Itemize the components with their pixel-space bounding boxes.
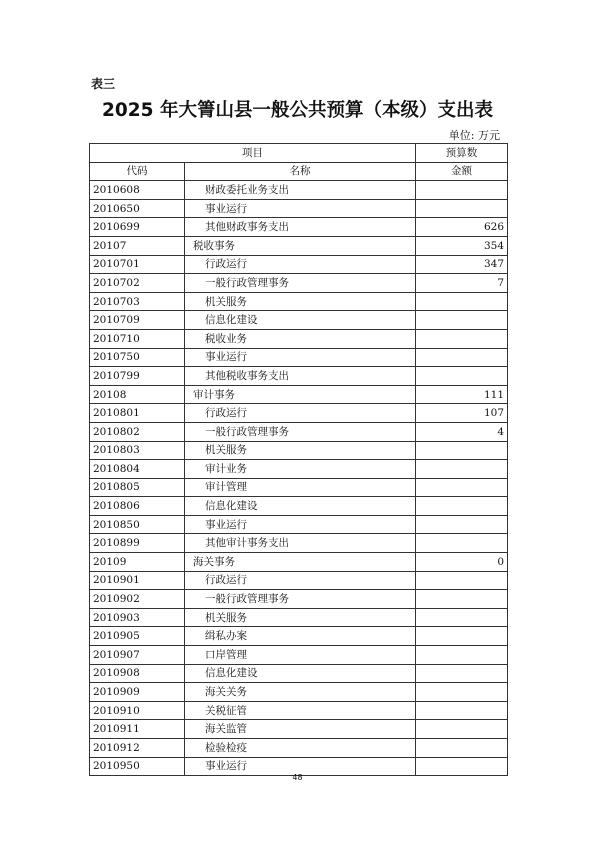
- header-row-columns: [90, 162, 508, 181]
- row-code: 2010907: [90, 646, 185, 665]
- header-name: 名称: [185, 162, 416, 181]
- table-row: [90, 236, 508, 255]
- table-row: [90, 739, 508, 758]
- budget-table: [89, 143, 508, 776]
- table-row: [90, 627, 508, 646]
- row-code: 2010903: [90, 608, 185, 627]
- row-code: 2010710: [90, 329, 185, 348]
- row-name: 事业运行: [185, 199, 416, 218]
- row-amount: [416, 739, 508, 758]
- row-name: 海关事务: [185, 553, 416, 572]
- row-amount: [416, 292, 508, 311]
- row-code: 2010802: [90, 422, 185, 441]
- row-code: 2010750: [90, 348, 185, 367]
- row-amount: 7: [416, 274, 508, 293]
- row-code: 2010850: [90, 515, 185, 534]
- row-amount: 354: [416, 236, 508, 255]
- row-code: 2010650: [90, 199, 185, 218]
- row-name: 信息化建设: [185, 311, 416, 330]
- table-row: [90, 218, 508, 237]
- table-row: [90, 571, 508, 590]
- row-name: 信息化建设: [185, 497, 416, 516]
- row-amount: [416, 181, 508, 200]
- header-project: 项目: [90, 144, 416, 163]
- row-amount: 107: [416, 404, 508, 423]
- row-code: 2010804: [90, 460, 185, 479]
- row-name: 机关服务: [185, 441, 416, 460]
- row-name: 事业运行: [185, 515, 416, 534]
- row-code: 2010911: [90, 720, 185, 739]
- row-code: 2010912: [90, 739, 185, 758]
- table-row: [90, 590, 508, 609]
- row-code: 2010801: [90, 404, 185, 423]
- row-code: 2010703: [90, 292, 185, 311]
- row-code: 2010902: [90, 590, 185, 609]
- table-row: [90, 255, 508, 274]
- row-name: 机关服务: [185, 608, 416, 627]
- row-code: 2010905: [90, 627, 185, 646]
- row-code: 2010805: [90, 478, 185, 497]
- table-row: [90, 515, 508, 534]
- row-name: 检验检疫: [185, 739, 416, 758]
- table-row: [90, 683, 508, 702]
- row-name: 其他税收事务支出: [185, 367, 416, 386]
- row-amount: [416, 590, 508, 609]
- row-amount: [416, 348, 508, 367]
- unit-label: 单位: 万元: [448, 129, 500, 142]
- row-code: 2010799: [90, 367, 185, 386]
- row-code: 2010950: [90, 757, 185, 776]
- row-amount: 0: [416, 553, 508, 572]
- table-row: [90, 701, 508, 720]
- row-name: 税收事务: [185, 236, 416, 255]
- row-code: 2010908: [90, 664, 185, 683]
- row-code: 2010608: [90, 181, 185, 200]
- table-row: [90, 553, 508, 572]
- row-code: 2010910: [90, 701, 185, 720]
- table-row: [90, 460, 508, 479]
- row-amount: [416, 329, 508, 348]
- row-amount: [416, 534, 508, 553]
- row-name: 税收业务: [185, 329, 416, 348]
- page-title: 2025 年大箐山县一般公共预算（本级）支出表: [102, 100, 493, 121]
- row-code: 20109: [90, 553, 185, 572]
- row-name: 信息化建设: [185, 664, 416, 683]
- row-name: 行政运行: [185, 255, 416, 274]
- row-amount: [416, 311, 508, 330]
- row-name: 行政运行: [185, 571, 416, 590]
- table-row: [90, 534, 508, 553]
- row-code: 2010702: [90, 274, 185, 293]
- table-row: [90, 329, 508, 348]
- table-row: [90, 404, 508, 423]
- row-amount: 626: [416, 218, 508, 237]
- table-row: [90, 348, 508, 367]
- row-code: 2010699: [90, 218, 185, 237]
- table-row: [90, 199, 508, 218]
- row-name: 缉私办案: [185, 627, 416, 646]
- table-row: [90, 292, 508, 311]
- row-amount: [416, 199, 508, 218]
- table-row: [90, 720, 508, 739]
- row-name: 事业运行: [185, 348, 416, 367]
- row-name: 审计事务: [185, 385, 416, 404]
- row-code: 2010899: [90, 534, 185, 553]
- table-row: [90, 385, 508, 404]
- table-row: [90, 311, 508, 330]
- row-name: 审计业务: [185, 460, 416, 479]
- row-amount: [416, 720, 508, 739]
- row-amount: [416, 497, 508, 516]
- row-amount: [416, 515, 508, 534]
- row-amount: [416, 627, 508, 646]
- page-number: 48: [292, 773, 303, 782]
- header-amount: 金额: [416, 162, 508, 181]
- table-row: [90, 441, 508, 460]
- row-amount: [416, 441, 508, 460]
- header-budget: 预算数: [416, 144, 508, 163]
- table-row: [90, 608, 508, 627]
- table-row: [90, 478, 508, 497]
- table-row: [90, 181, 508, 200]
- row-name: 海关监管: [185, 720, 416, 739]
- header-code: 代码: [90, 162, 185, 181]
- row-amount: [416, 664, 508, 683]
- row-name: 一般行政管理事务: [185, 274, 416, 293]
- row-name: 一般行政管理事务: [185, 590, 416, 609]
- row-amount: [416, 683, 508, 702]
- row-amount: [416, 367, 508, 386]
- table-label: 表三: [91, 77, 116, 91]
- row-name: 一般行政管理事务: [185, 422, 416, 441]
- table-body: [90, 181, 508, 776]
- row-amount: 347: [416, 255, 508, 274]
- row-amount: 4: [416, 422, 508, 441]
- table-row: [90, 367, 508, 386]
- row-amount: [416, 646, 508, 665]
- row-name: 关税征管: [185, 701, 416, 720]
- row-code: 2010806: [90, 497, 185, 516]
- row-code: 2010709: [90, 311, 185, 330]
- row-amount: [416, 701, 508, 720]
- row-name: 机关服务: [185, 292, 416, 311]
- row-amount: [416, 478, 508, 497]
- row-amount: 111: [416, 385, 508, 404]
- row-name: 事业运行: [185, 757, 416, 776]
- row-code: 20108: [90, 385, 185, 404]
- row-code: 20107: [90, 236, 185, 255]
- row-code: 2010909: [90, 683, 185, 702]
- row-name: 海关关务: [185, 683, 416, 702]
- table-row: [90, 497, 508, 516]
- table-row: [90, 646, 508, 665]
- row-name: 其他财政事务支出: [185, 218, 416, 237]
- table-row: [90, 422, 508, 441]
- row-code: 2010803: [90, 441, 185, 460]
- header-row-top: [90, 144, 508, 163]
- table-row: [90, 274, 508, 293]
- row-code: 2010701: [90, 255, 185, 274]
- row-name: 其他审计事务支出: [185, 534, 416, 553]
- table-row: [90, 664, 508, 683]
- row-amount: [416, 608, 508, 627]
- row-name: 审计管理: [185, 478, 416, 497]
- row-amount: [416, 460, 508, 479]
- row-code: 2010901: [90, 571, 185, 590]
- row-name: 口岸管理: [185, 646, 416, 665]
- row-name: 财政委托业务支出: [185, 181, 416, 200]
- row-name: 行政运行: [185, 404, 416, 423]
- row-amount: [416, 571, 508, 590]
